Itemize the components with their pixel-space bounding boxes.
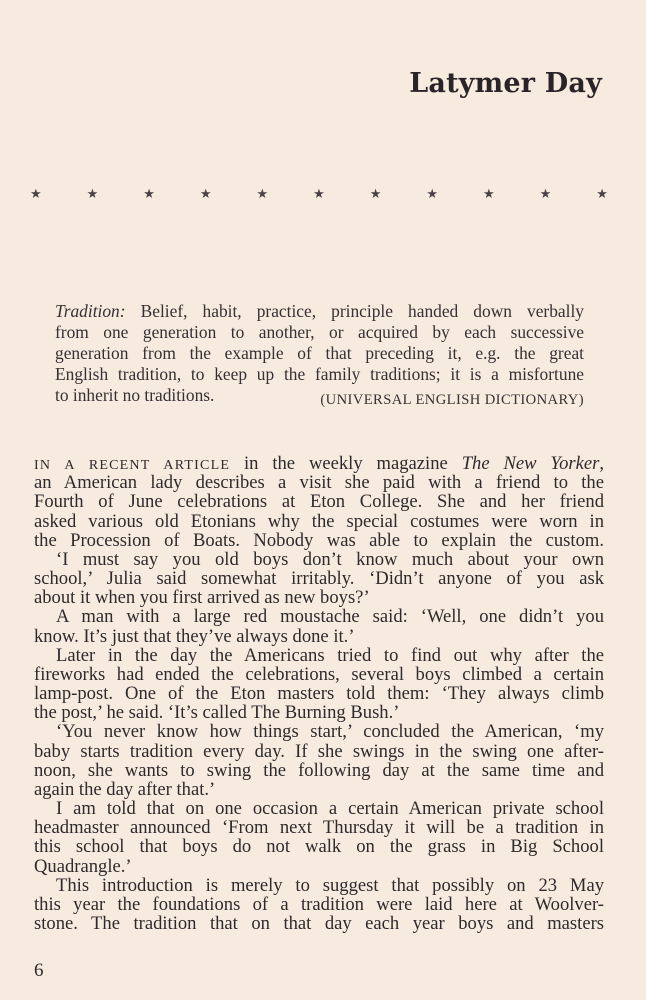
star-icon: ★ [199, 186, 212, 201]
star-icon: ★ [313, 186, 325, 201]
star-icon: ★ [86, 186, 99, 201]
star-icon: ★ [539, 186, 552, 201]
star-icon: ★ [30, 186, 42, 201]
body-line: know. It’s just that they’ve always done it.’ [34, 625, 355, 647]
definition-line: English tradition, to keep up the family traditions; it is a misfortune [55, 364, 584, 384]
body-line: stone. The tradition that on that day each year boys and masters [34, 913, 604, 934]
body-line: noon, she wants to swing the following day at the same time and [34, 759, 604, 781]
body-line: headmaster announced ‘From next Thursday it will be a tradition in [34, 817, 604, 839]
star-icon: ★ [369, 186, 382, 201]
star-icon: ★ [483, 186, 495, 201]
lead-in: IN A RECENT ARTICLE [34, 458, 231, 473]
body-line: the Procession of Boats. Nobody was able to explain the custom. [34, 529, 604, 551]
body-line: Quadrangle.’ [34, 855, 132, 877]
definition-term: Tradition: [55, 301, 126, 321]
body-line: the post,’ he said. ‘It’s called The Burning Bush.’ [34, 702, 400, 724]
definition-line: from one generation to another, or acquired by each successive [55, 322, 584, 342]
body-line: ‘I must say you old boys don’t know much about your own [56, 548, 604, 570]
definition-line: Tradition: Belief, habit, practice, principle handed down verbally [55, 301, 584, 321]
definition-source: (UNIVERSAL ENGLISH DICTIONARY) [320, 392, 584, 408]
star-icon: ★ [256, 186, 269, 201]
star-divider [30, 186, 608, 202]
star-icon: ★ [143, 186, 155, 201]
body-line: an American lady describes a visit she paid with a friend to the [34, 472, 604, 494]
body-line: fireworks had ended the celebrations, several boys climbed a certain [34, 663, 604, 685]
star-icon: ★ [426, 186, 439, 201]
body-line: school,’ Julia said somewhat irritably. ‘Didn’t anyone of you ask [34, 568, 604, 589]
definition-line: to inherit no traditions. [55, 385, 215, 405]
body-line: this year the foundations of a tradition were laid here at Woolver- [34, 893, 604, 915]
body-line: baby starts tradition every day. If she swings in the swing one after- [34, 740, 604, 762]
body-line: again the day after that.’ [34, 778, 216, 800]
magazine-title: The New Yorker [461, 453, 600, 474]
body-line: IN A RECENT ARTICLE in the weekly magazine The New Yorker, [34, 453, 604, 474]
page-number: 6 [34, 960, 44, 981]
body-line: this school that boys do not walk on the grass in Big School [34, 836, 604, 858]
definition-line: generation from the example of that preceding it, e.g. the great [55, 343, 584, 363]
star-icon: ★ [596, 186, 608, 201]
body-line: lamp-post. One of the Eton masters told them: ‘They always climb [34, 683, 604, 704]
body-line: Fourth of June celebrations at Eton College. She and her friend [34, 491, 604, 513]
body-line: ‘You never know how things start,’ concluded the American, ‘my [56, 721, 604, 743]
body-line: This introduction is merely to suggest that possibly on 23 May [56, 874, 604, 896]
body-line: A man with a large red moustache said: ‘Well, one didn’t you [56, 606, 604, 628]
body-line: I am told that on one occasion a certain American private school [56, 798, 604, 819]
body-line: Later in the day the Americans tried to find out why after the [56, 644, 604, 666]
body-line: asked various old Etonians why the special costumes were worn in [34, 510, 604, 532]
body-line: about it when you first arrived as new boys?’ [34, 587, 370, 609]
page-title: Latymer Day [409, 68, 602, 99]
